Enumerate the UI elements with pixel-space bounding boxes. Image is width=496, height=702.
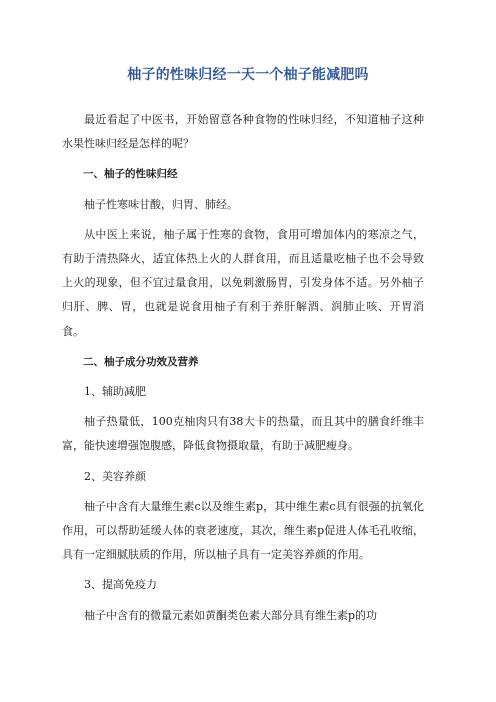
- section-heading: 二、柚子成分功效及营养: [83, 355, 199, 368]
- paragraph: 柚子热量低，100克柚肉只有38大卡的热量，而且其中的膳食纤维丰富，能快速增强饱腹感，降低食物摄取量，有助于减肥瘦身。: [62, 415, 424, 453]
- subheading: 3、提高免疫力: [84, 578, 157, 592]
- paragraph: 柚子性寒味甘酸，归胃、肺经。: [84, 197, 238, 211]
- document-title: 柚子的性味归经一天一个柚子能减肥吗: [127, 67, 369, 83]
- subheading: 2、美容养颜: [84, 469, 146, 483]
- paragraph: 柚子中含有大量维生素c以及维生素p，其中维生素c具有很强的抗氧化作用，可以帮助延缓人体的衰老速度，其次，维生素p促进人体毛孔收缩，具有一定细腻肤质的作用，所以柚子具有一定美容养颜的作用。: [62, 499, 424, 562]
- paragraph: 从中医上来说，柚子属于性寒的食物，食用可增加体内的寒凉之气，有助于清热降火，适宜体热上火的人群食用，而且适量吃柚子也不会导致上火的现象，但不宜过量食用，以免刺激肠胃，引发身体不适。另外柚子归肝、脾、胃，也就是说食用柚子有利于养肝解酒、润肺止咳、开胃消食。: [62, 227, 424, 338]
- intro-paragraph: 最近看起了中医书，开始留意各种食物的性味归经，不知道柚子这种水果性味归经是怎样的呢？: [62, 113, 424, 151]
- document-body: [62, 108, 424, 634]
- subheading: 1、辅助减肥: [84, 385, 146, 399]
- paragraph: 柚子中含有的微量元素如黄酮类色素大部分具有维生素p的功: [84, 608, 378, 622]
- section-heading: 一、柚子的性味归经: [83, 168, 178, 181]
